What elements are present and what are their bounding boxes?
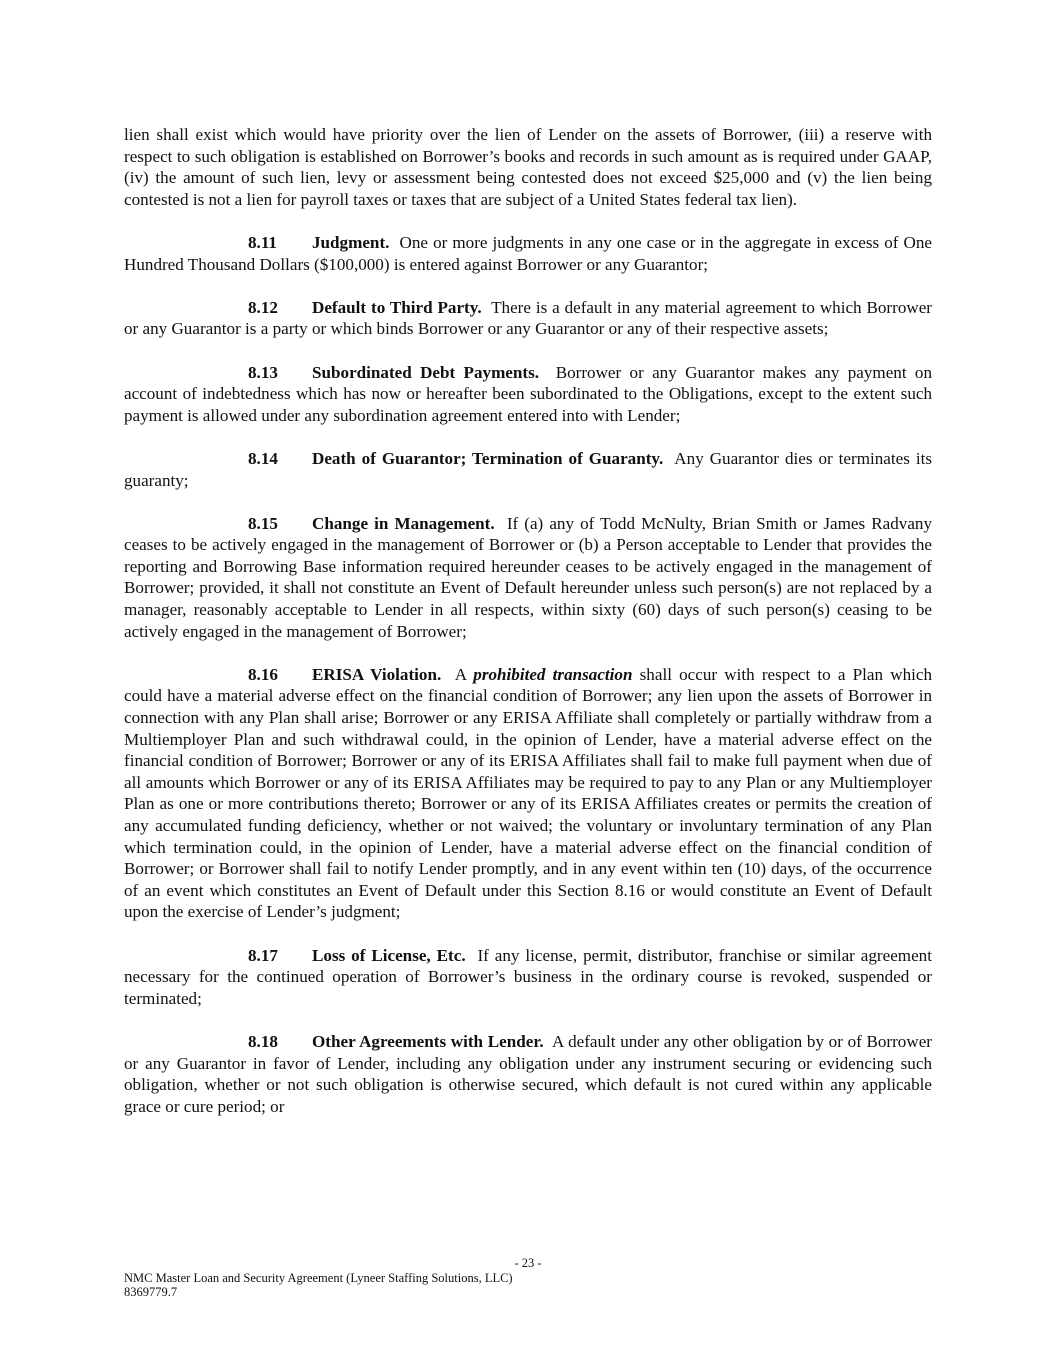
section-text: There is a default in any material agreement to which Borrower or any Guarantor is a party or which binds Borrower or any Guarantor or any of their respective assets; [124,297,932,339]
section-number: 8.18 [248,1031,278,1051]
section-text: One or more judgments in any one case or in the aggregate in excess of One Hundred Thousand Dollars ($100,000) is entered against Borrower or any Guarantor; [124,232,932,274]
section-number: 8.15 [248,513,278,533]
section-text: shall occur with respect to a Plan which could have a material adverse effect on the financial condition of Borrower; any lien upon the assets of Borrower in connection with any Plan shall arise; Borrower or any ERISA Affiliate shall completely or partially withdraw from a Multiemployer Plan and such withdrawal could, in the opinion of Lender, have a material adverse effect on the financial condition of Borrower; Borrower or any of its ERISA Affiliates shall fail to make full payment when due of all amounts which Borrower or any of its ERISA Affiliates may be required to pay to any Plan or any Multiemployer Plan as one or more contributions thereto; Borrower or any of its ERISA Affiliates creates or permits the creation of any accumulated funding deficiency, whether or not waived; the voluntary or involuntary termination of any Plan which termination could, in the opinion of Lender, have a material adverse effect on the financial condition of Borrower; or Borrower shall fail to notify Lender promptly, and in any event within ten (10) days, of the occurrence of an event which constitutes an Event of Default under this Section 8.16 or would constitute an Event of Default upon the exercise of Lender’s judgment; [124,664,933,922]
section-8-11 [124,232,932,275]
section-text: Borrower or any Guarantor makes any payment on account of indebtedness which has now or hereafter been subordinated to the Obligations, except to the extent such payment is allowed under any subordination agreement entered into with Lender; [124,362,932,425]
section-8-18 [124,1031,932,1117]
footer-doc-id: 8369779.7 [124,1285,178,1299]
section-heading: Change in Management. [312,513,495,533]
section-number: 8.14 [248,448,278,468]
section-8-16 [124,664,932,923]
section-8-15 [124,513,932,643]
section-text: If (a) any of Todd McNulty, Brian Smith or James Radvany ceases to be actively engaged in the management of Borrower or (b) a Person acceptable to Lender that provides the reporting and Borrowing Base information required hereunder ceases to be actively engaged in the management of Borrower; provided, it shall not constitute an Event of Default hereunder unless such person(s) are not replaced by a manager, reasonably acceptable to Lender in all respects, within sixty (60) days of such person(s) ceasing to be actively engaged in the management of Borrower; [124,513,933,641]
footer-title: NMC Master Loan and Security Agreement (Lyneer Staffing Solutions, LLC) [124,1270,513,1285]
section-heading: Other Agreements with Lender. [312,1031,544,1051]
section-heading: ERISA Violation. [312,664,442,684]
section-text: If any license, permit, distributor, franchise or similar agreement necessary for the continued operation of Borrower’s business in the ordinary course is revoked, suspended or terminated; [124,945,932,1008]
section-number: 8.13 [248,362,278,382]
section-number: 8.16 [248,664,278,684]
section-number: 8.11 [248,232,277,252]
section-heading: Death of Guarantor; Termination of Guaranty. [312,448,664,468]
page-number: - 23 - [514,1256,542,1270]
section-text: A default under any other obligation by or of Borrower or any Guarantor in favor of Lender, including any obligation under any instrument securing or evidencing such obligation, whether or not such obligation is otherwise secured, which default is not cured within any applicable grace or cure period; or [124,1031,932,1116]
section-text-prefix: A [454,664,467,684]
section-heading: Judgment. [312,232,390,252]
page-footer [124,1256,932,1300]
section-number: 8.12 [248,297,278,317]
section-heading: Subordinated Debt Payments. [312,362,540,382]
opening-paragraph: lien shall exist which would have priority over the lien of Lender on the assets of Borrower, (iii) a reserve with respect to such obligation is established on Borrower’s books and records in such amount as is required under GAAP, (iv) the amount of such lien, levy or assessment being contested does not exceed $25,000 and (v) the lien being contested is not a lien for payroll taxes or taxes that are subject of a United States federal tax lien). [124,125,932,209]
section-8-12 [124,297,932,340]
section-heading: Default to Third Party. [312,297,482,317]
section-8-17 [124,945,932,1010]
section-8-14 [124,448,932,491]
section-number: 8.17 [248,945,278,965]
section-heading: Loss of License, Etc. [312,945,466,965]
section-text: Any Guarantor dies or terminates its guaranty; [124,448,932,490]
section-8-13 [124,362,932,427]
emphasized-term: prohibited transaction [473,664,633,684]
document-body [124,124,932,1139]
